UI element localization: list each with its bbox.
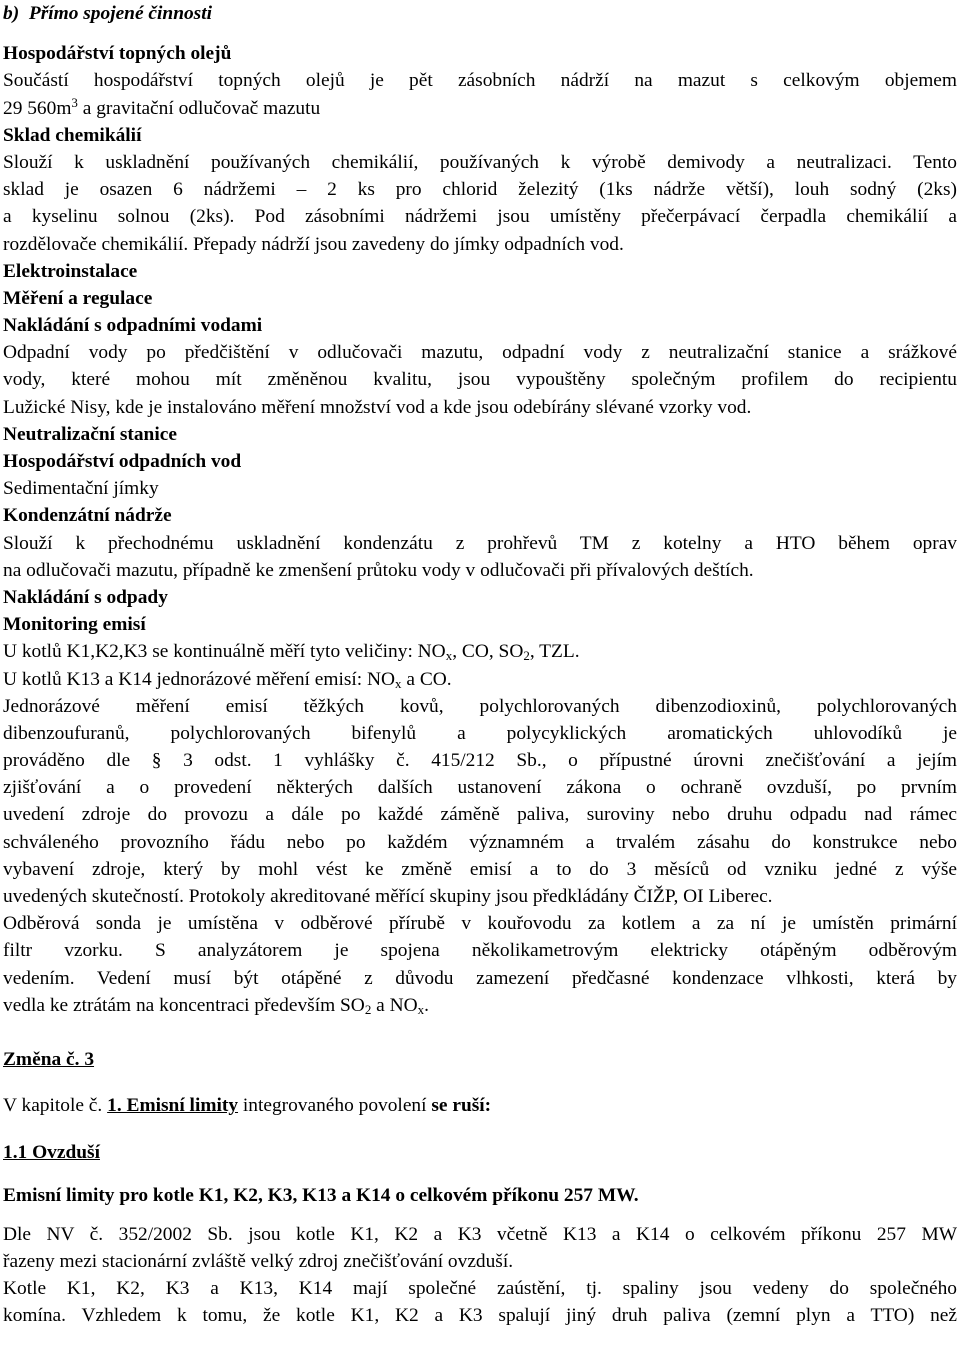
text-fragment: a CO. (401, 668, 452, 690)
spacer (3, 1119, 957, 1139)
spacer (3, 1209, 957, 1221)
heading-monitoring: Monitoring emisí (3, 614, 146, 636)
text-fragment: , CO, SO (452, 641, 524, 663)
monitoring-p2-line (3, 992, 957, 1019)
monitoring-p1-line: zjišťování a o provedení některých dalších ustanovení zákona o ochraně ovzduší, po prvním (3, 777, 957, 799)
chapter-line (3, 1092, 957, 1119)
text-fragment: . (424, 994, 429, 1016)
text-fragment: U kotlů K1,K2,K3 se kontinuálně měří tyto veličiny: NO (3, 641, 446, 663)
section-heading: b) Přímo spojené činnosti (3, 3, 212, 24)
air-text-line: Dle NV č. 352/2002 Sb. jsou kotle K1, K2 a K3 včetně K13 a K14 o celkovém příkonu 257 MW (3, 1223, 957, 1245)
subscript: x (417, 1001, 425, 1017)
monitoring-line-k1-k3 (3, 638, 957, 665)
heading-waste-water: Nakládání s odpadními vodami (3, 315, 263, 337)
monitoring-p1-line: Jednorázové měření emisí těžkých kovů, polychlorovaných dibenzodioxinů, polychlorovaných (3, 695, 957, 717)
subscript: x (445, 648, 453, 664)
text-fragment: vedla ke ztrátám na koncentraci především SO (3, 994, 365, 1016)
heating-oil-text-line: Součástí hospodářství topných olejů je pět zásobních nádrží na mazut s celkovým objemem (3, 70, 957, 92)
subscript: 2 (523, 648, 530, 664)
condensate-text-line: Slouží k přechodnému uskladnění kondenzátu z prohřevů TM z kotelny a HTO během oprav (3, 532, 957, 554)
heading-air: 1.1 Ovzduší (3, 1142, 100, 1164)
heading-neutralization: Neutralizační stanice (3, 423, 177, 445)
waste-water-text-line: vody, které mohou mít změněnou kvalitu, jsou vypouštěny společným profilem do recipientu (3, 369, 957, 391)
air-text-line: komína. Vzhledem k tomu, že kotle K1, K2 a K3 spalují jiný druh paliva (zemní plyn a TTO) než (3, 1305, 957, 1327)
heading-emission-limits: Emisní limity pro kotle K1, K2, K3, K13 a K14 o celkovém příkonu 257 MW. (3, 1184, 639, 1206)
heading-change: Změna č. 3 (3, 1048, 95, 1070)
heading-waste: Nakládání s odpady (3, 586, 168, 608)
heading-sedimentation: Sedimentační jímky (3, 478, 159, 500)
text-fragment: , TZL. (529, 641, 580, 663)
monitoring-p1-line: uvedených skutečností. Protokoly akreditované měřící skupiny jsou předkládány ČIŽP, OI Liberec. (3, 886, 773, 907)
monitoring-p1-line: dibenzoufuranů, polychlorovaných bifenylů a polycyklických aromatických uhlovodíků je (3, 722, 957, 744)
monitoring-p1-line: schváleného provozního řádu nebo po každém významném a trvalém zásahu do konstrukce nebo (3, 831, 957, 853)
text-fragment: a gravitační odlučovač mazutu (77, 97, 321, 119)
text-fragment: se ruší: (431, 1095, 492, 1117)
chemicals-text-line: sklad je osazen 6 nádržemi – 2 ks pro chlorid železitý (1ks nádrže větší), louh sodný (2ks) (3, 179, 957, 201)
condensate-text-line: na odlučovači mazutu, případně ke zmenšení průtoku vody v odlučovači při přívalových deštích. (3, 559, 754, 581)
heading-condensate: Kondenzátní nádrže (3, 505, 172, 527)
monitoring-line-k13-k14 (3, 666, 957, 693)
heading-electro: Elektroinstalace (3, 260, 138, 282)
heading-heating-oil: Hospodářství topných olejů (3, 43, 232, 65)
air-text-line: Kotle K1, K2, K3 a K13, K14 mají společné zaústění, tj. spaliny jsou vedeny do společného (3, 1278, 957, 1300)
chemicals-text-line: Slouží k uskladnění používaných chemikálií, používaných k výrobě demivody a neutralizaci. Tento (3, 151, 957, 173)
spacer (3, 1167, 957, 1182)
monitoring-p2-line: Odběrová sonda je umístěna v odběrové přírubě v kouřovodu za kotlem a za ní je umístěn primární (3, 913, 957, 935)
monitoring-p2-line: vedením. Vedení musí být otápěné z důvodu zamezení předčasné kondenzace vlhkosti, která by (3, 967, 957, 989)
waste-water-text-line: Lužické Nisy, kde je instalováno měření množství vod a kde jsou odebírány slévané vzorky vod. (3, 396, 752, 418)
text-fragment: a NO (371, 994, 418, 1016)
waste-water-text-line: Odpadní vody po předčištění v odlučovači mazutu, odpadní vody z neutralizační stanice a srážkové (3, 342, 957, 364)
heading-measurement: Měření a regulace (3, 287, 153, 309)
spacer (3, 27, 957, 40)
monitoring-p2-line: filtr vzorku. S analyzátorem je spojena několikametrovým elektricky otápěným odběrovým (3, 940, 957, 962)
air-text-line: řazeny mezi stacionární zvláště velký zdroj znečišťování ovzduší. (3, 1250, 514, 1272)
heating-oil-text-line (3, 95, 957, 122)
text-fragment: 29 560m (3, 97, 72, 119)
chemicals-text-line: rozdělovače chemikálií. Přepady nádrží jsou zavedeny do jímky odpadních vod. (3, 233, 624, 255)
chemicals-text-line: a kyselinu solnou (2ks). Pod zásobními nádržemi jsou umístěny přečerpávací čerpadla chemikálií a (3, 206, 957, 228)
subscript: 2 (364, 1001, 372, 1017)
superscript: 3 (71, 94, 78, 110)
monitoring-p1-line: vybavení zdroje, který by mohl vést ke změně emisí a to do 3 měsíců od vzniku jedné z výše (3, 858, 957, 880)
text-fragment: U kotlů K13 a K14 jednorázové měření emisí: NO (3, 668, 396, 690)
spacer (3, 1073, 957, 1092)
subscript: x (395, 675, 402, 691)
text-fragment: integrovaného povolení (238, 1095, 432, 1117)
chapter-link: 1. Emisní limity (107, 1095, 239, 1117)
heading-chemicals: Sklad chemikálií (3, 124, 142, 146)
monitoring-p1-line: prováděno dle § 3 odst. 1 vyhlášky č. 415/212 Sb., o přípustné úrovni znečišťování a jejím (3, 750, 957, 772)
heading-waste-water-mgmt: Hospodářství odpadních vod (3, 451, 242, 472)
spacer (3, 1019, 957, 1046)
monitoring-p1-line: uvedení zdroje do provozu a dále po každé záměně paliva, suroviny nebo druhu odpadu nad rámec (3, 804, 957, 826)
text-fragment: V kapitole č. (3, 1095, 108, 1117)
